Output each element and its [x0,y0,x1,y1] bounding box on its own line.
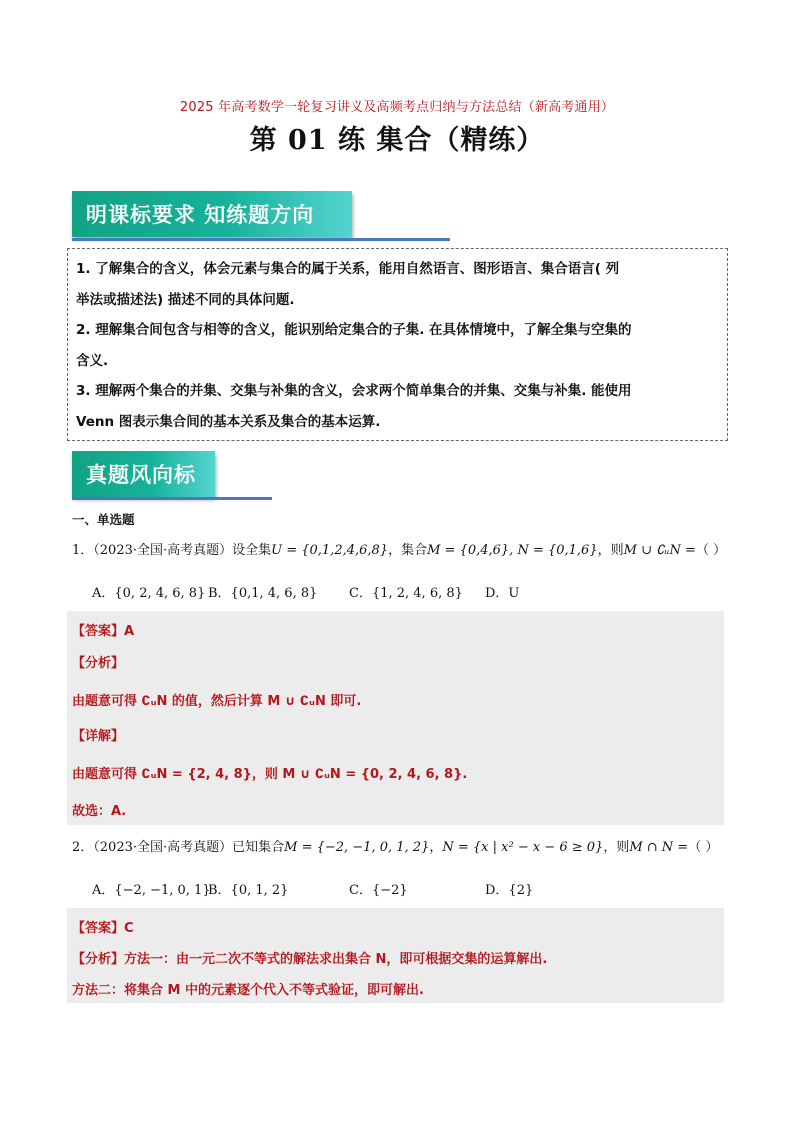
question-2-intro: 2．（2023·全国·高考真题）已知集合 [72,840,285,855]
universal-set: U = {0,1,2,4,6,8} [271,543,389,558]
question-1-stem [72,539,726,558]
option-a: A．{0, 2, 4, 6, 8} [92,586,206,601]
question-1-connector: ，集合 [388,543,428,558]
option-d: D．{2} [485,883,534,898]
question-1-expression: M ∪ ∁ᵤN = [623,543,696,558]
option-a: A．{−2, −1, 0, 1} [92,883,211,898]
requirement-line: Venn 图表示集合间的基本关系及集合的基本运算. [76,413,381,430]
question-2-expression: M ∩ N = [629,840,689,855]
question-2-ask: ，则 [603,840,630,855]
option-b: B．{0,1, 4, 6, 8} [208,586,318,601]
answer-value: A [124,624,135,639]
option-c: C．{−2} [349,883,408,898]
question-1-detail: 由题意可得 ∁ᵤN = {2, 4, 8}，则 M ∪ ∁ᵤN = {0, 2, 4, 6, 8}. [72,767,468,782]
sets-m-n: M = {0,4,6}, N = {0,1,6} [427,543,598,558]
analysis-tag: 【分析】 [72,656,125,671]
requirement-line: 含义. [76,352,109,369]
answer-value: C [124,921,134,936]
question-2-analysis [72,948,547,967]
question-2-stem [72,836,718,855]
analysis-tag: 【分析】 [72,952,125,967]
requirement-line: 1. 了解集合的含义，体会元素与集合的属于关系，能用自然语言、图形语言、集合语言( 列 [76,261,620,277]
question-1-solution-panel [67,611,724,825]
question-1-answer [72,620,134,639]
option-d: D．U [485,586,520,601]
answer-tag: 【答案】 [72,921,125,936]
real-questions-banner: 真题风向标 [72,451,215,497]
page-title: 第 01 练 集合（精练） [249,125,545,156]
real-questions-banner-underline [72,497,272,500]
question-2-answer [72,917,134,936]
answer-tag: 【答案】 [72,624,125,639]
detail-tag: 【详解】 [72,729,125,744]
requirement-line: 3. 理解两个集合的并集、交集与补集的含义，会求两个简单集合的并集、交集与补集. 能使用 [76,383,632,399]
question-1-detail-tag [72,725,124,744]
analysis-text: 方法一：由一元二次不等式的解法求出集合 N，即可根据交集的运算解出. [124,952,548,967]
question-2-separator: ， [429,840,443,855]
set-m: M = {−2, −1, 0, 1, 2} [284,840,430,855]
option-b: B．{0, 1, 2} [208,883,289,898]
section-label: 一、单选题 [72,512,135,527]
requirement-line: 2. 理解集合间包含与相等的含义，能识别给定集合的子集. 在具体情境中，了解全集与空集的 [76,322,632,338]
question-1-intro: 1．（2023·全国·高考真题）设全集 [72,543,272,558]
requirements-box [67,248,728,441]
document-subtitle: 2025 年高考数学一轮复习讲义及高频考点归纳与方法总结（新高考通用） [179,100,615,115]
requirement-line: 举法或描述法) 描述不同的具体问题. [76,291,295,308]
requirements-banner-underline [72,238,450,241]
question-1-analysis-tag [72,652,124,671]
answer-paren: （ ） [688,840,719,855]
question-1-choice: 故选：A. [72,804,127,819]
question-1-analysis: 由题意可得 ∁ᵤN 的值，然后计算 M ∪ ∁ᵤN 即可. [72,694,362,709]
question-1-ask: ，则 [597,543,624,558]
answer-paren: （ ） [695,543,727,558]
set-n: N = {x | x² − x − 6 ≥ 0} [442,840,604,855]
question-2-method2: 方法二：将集合 M 中的元素逐个代入不等式验证，即可解出. [72,983,424,998]
requirements-banner: 明课标要求 知练题方向 [72,191,352,237]
option-c: C．{1, 2, 4, 6, 8} [349,586,463,601]
